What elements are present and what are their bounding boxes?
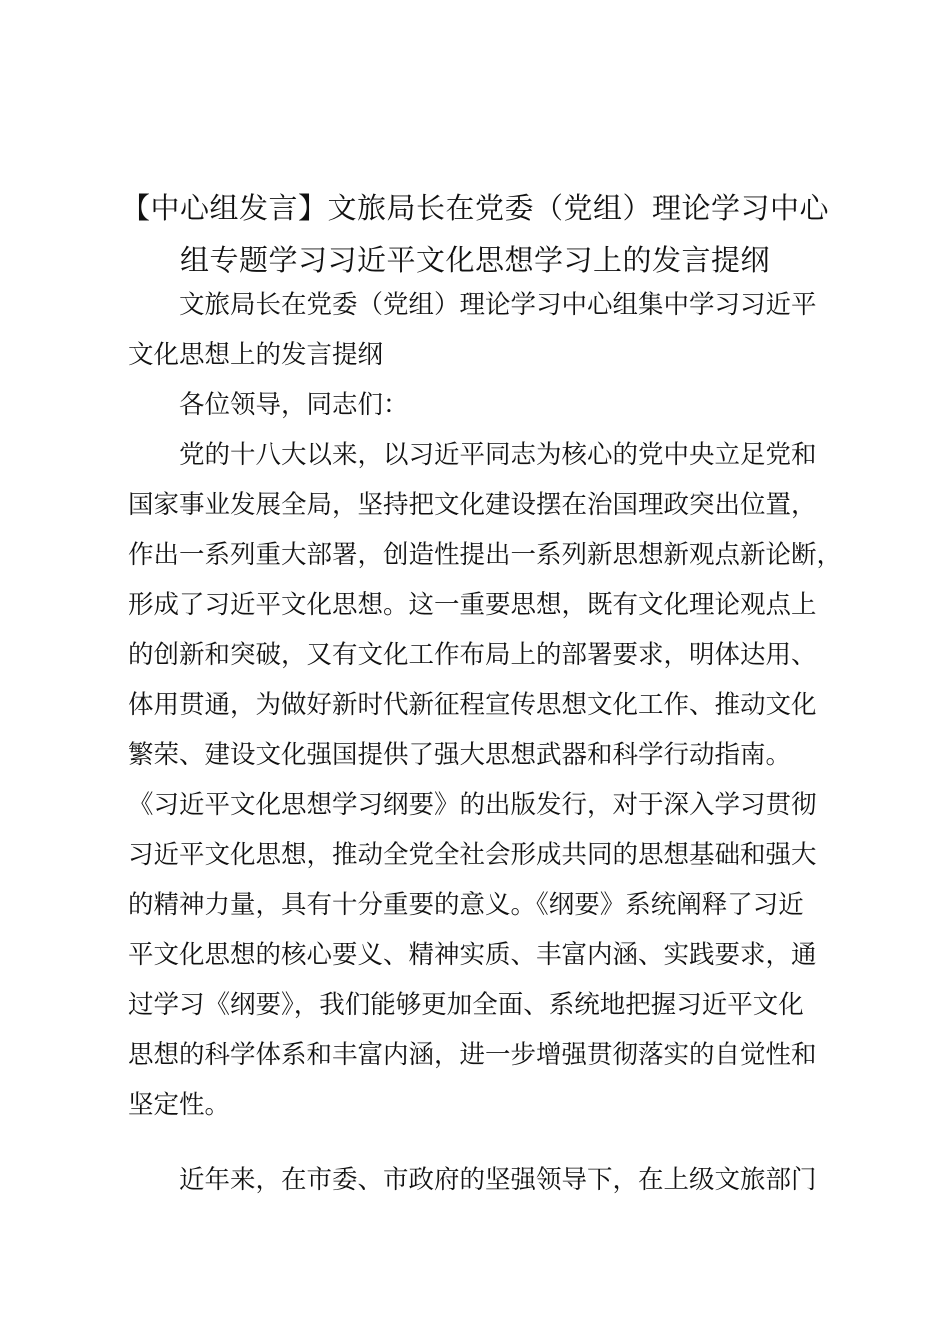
paragraph-1-line-4: 形成了习近平文化思想。这一重要思想，既有文化理论观点上 xyxy=(128,590,817,620)
title-line-2: 组专题学习习近平文化思想学习上的发言提纲 xyxy=(179,243,770,277)
paragraph-1-line-12: 过学习《纲要》，我们能够更加全面、系统地把握习近平文化 xyxy=(128,990,804,1020)
paragraph-2-line-1: 近年来，在市委、市政府的坚强领导下，在上级文旅部门 xyxy=(179,1165,817,1195)
paragraph-1-line-8: 《习近平文化思想学习纲要》的出版发行，对于深入学习贯彻 xyxy=(128,790,817,820)
paragraph-1-line-3: 作出一系列重大部署，创造性提出一系列新思想新观点新论断， xyxy=(128,540,843,570)
paragraph-1-line-11: 平文化思想的核心要义、精神实质、丰富内涵、实践要求，通 xyxy=(128,940,817,970)
paragraph-1-line-10: 的精神力量，具有十分重要的意义。《纲要》系统阐释了习近 xyxy=(128,890,804,920)
paragraph-1-line-1: 党的十八大以来，以习近平同志为核心的党中央立足党和 xyxy=(179,440,817,470)
paragraph-1-line-7: 繁荣、建设文化强国提供了强大思想武器和科学行动指南。 xyxy=(128,740,792,770)
title-line-1: 【中心组发言】文旅局长在党委（党组）理论学习中心 xyxy=(120,191,829,225)
subtitle-line-2: 文化思想上的发言提纲 xyxy=(128,340,384,370)
document-body xyxy=(128,280,843,1205)
paragraph-1-line-13: 思想的科学体系和丰富内涵，进一步增强贯彻落实的自觉性和 xyxy=(128,1040,817,1070)
greeting: 各位领导，同志们： xyxy=(179,390,409,420)
paragraph-1-line-5: 的创新和突破，又有文化工作布局上的部署要求，明体达用、 xyxy=(128,640,817,670)
paragraph-1-line-6: 体用贯通，为做好新时代新征程宣传思想文化工作、推动文化 xyxy=(128,690,817,720)
paragraph-1-line-2: 国家事业发展全局，坚持把文化建设摆在治国理政突出位置， xyxy=(128,490,817,520)
subtitle-line-1: 文旅局长在党委（党组）理论学习中心组集中学习习近平 xyxy=(179,290,817,320)
paragraph-spacer xyxy=(128,1130,840,1155)
paragraph-1-line-9: 习近平文化思想，推动全党全社会形成共同的思想基础和强大 xyxy=(128,840,817,870)
paragraph-1-line-14: 坚定性。 xyxy=(128,1090,231,1120)
document-title xyxy=(110,182,840,286)
